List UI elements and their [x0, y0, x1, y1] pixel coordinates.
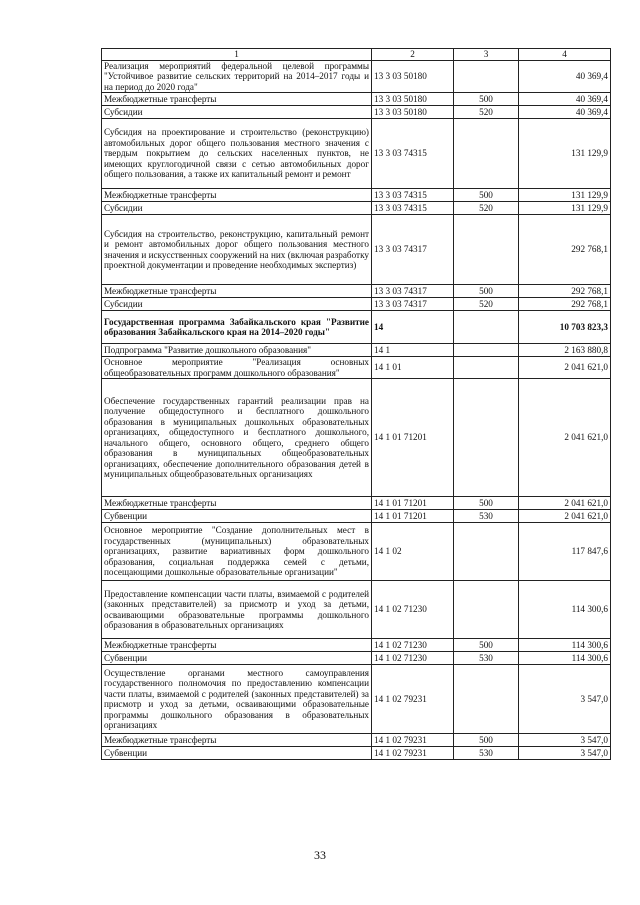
- row-amount-cell: 2 041 621,0: [519, 497, 611, 510]
- row-code-cell: 14: [372, 311, 454, 344]
- row-type-cell: 500: [454, 639, 519, 652]
- row-type-cell: [454, 311, 519, 344]
- table-row: [102, 734, 611, 747]
- row-amount-cell: 3 547,0: [519, 747, 611, 760]
- row-type-cell: [454, 119, 519, 189]
- table-row: [102, 747, 611, 760]
- row-code-cell: 13 3 03 74315: [372, 202, 454, 215]
- row-amount-cell: 114 300,6: [519, 652, 611, 665]
- row-type-cell: 520: [454, 298, 519, 311]
- row-code-cell: 14 1 02 79231: [372, 747, 454, 760]
- row-name-cell: Субсидии: [102, 298, 372, 311]
- table-row: [102, 379, 611, 497]
- row-name-cell: Субвенции: [102, 652, 372, 665]
- row-name-cell: Основное мероприятие "Реализация основных общеобразовательных программ дошкольного образования": [102, 357, 372, 379]
- row-amount-cell: 40 369,4: [519, 106, 611, 119]
- row-amount-cell: 40 369,4: [519, 93, 611, 106]
- row-code-cell: 13 3 03 74317: [372, 298, 454, 311]
- table-row: [102, 523, 611, 581]
- row-code-cell: 13 3 03 74315: [372, 119, 454, 189]
- row-code-cell: 14 1 02: [372, 523, 454, 581]
- row-code-cell: 14 1 01 71201: [372, 379, 454, 497]
- row-name-cell: Межбюджетные трансферты: [102, 189, 372, 202]
- row-amount-cell: 10 703 823,3: [519, 311, 611, 344]
- row-type-cell: 520: [454, 106, 519, 119]
- header-cell-1: 1: [102, 49, 372, 61]
- row-type-cell: 530: [454, 510, 519, 523]
- row-name-cell: Субвенции: [102, 510, 372, 523]
- row-amount-cell: 292 768,1: [519, 215, 611, 285]
- row-type-cell: [454, 581, 519, 639]
- table-row: [102, 639, 611, 652]
- row-amount-cell: 3 547,0: [519, 734, 611, 747]
- table-row: [102, 311, 611, 344]
- budget-table: [101, 48, 611, 760]
- row-code-cell: 14 1: [372, 344, 454, 357]
- table-row: [102, 581, 611, 639]
- row-type-cell: [454, 344, 519, 357]
- row-type-cell: [454, 665, 519, 734]
- row-type-cell: 500: [454, 189, 519, 202]
- row-type-cell: 500: [454, 734, 519, 747]
- row-name-cell: Субсидия на строительство, реконструкцию, капитальный ремонт и ремонт автомобильных дорог общего пользования местного значения и искусственных сооружений на них (включая разработку проектной документации и проведение необходимых экспертиз): [102, 215, 372, 285]
- row-type-cell: 530: [454, 652, 519, 665]
- row-name-cell: Субвенции: [102, 747, 372, 760]
- row-name-cell: Межбюджетные трансферты: [102, 93, 372, 106]
- row-amount-cell: 2 041 621,0: [519, 510, 611, 523]
- table-row: [102, 665, 611, 734]
- row-code-cell: 13 3 03 74317: [372, 215, 454, 285]
- row-code-cell: 14 1 01 71201: [372, 510, 454, 523]
- row-name-cell: Субсидии: [102, 202, 372, 215]
- row-type-cell: 500: [454, 285, 519, 298]
- table-header-row: [102, 49, 611, 61]
- row-name-cell: Обеспечение государственных гарантий реализации прав на получение общедоступного и бесплатного дошкольного образования в муниципальных дошкольных образовательных организациях, общедоступного и бесплатного дошкольного, начального общего, основного общего, среднего общего образования в муниципальных общеобразовательных организациях, обеспечение дополнительного образования детей в муниципальных общеобразовательных организациях: [102, 379, 372, 497]
- row-amount-cell: 3 547,0: [519, 665, 611, 734]
- table-row: [102, 93, 611, 106]
- row-code-cell: 14 1 01 71201: [372, 497, 454, 510]
- row-code-cell: 13 3 03 74317: [372, 285, 454, 298]
- table-row: [102, 298, 611, 311]
- table-row: [102, 202, 611, 215]
- row-amount-cell: 131 129,9: [519, 202, 611, 215]
- row-name-cell: Осуществление органами местного самоуправления государственного полномочия по предоставлению компенсации части платы, взимаемой с родителей (законных представителей) за присмотр и уход за детьми, осваивающими образовательные программы дошкольного образования в образовательных организациях: [102, 665, 372, 734]
- row-amount-cell: 114 300,6: [519, 581, 611, 639]
- header-cell-2: 2: [372, 49, 454, 61]
- row-type-cell: [454, 215, 519, 285]
- row-name-cell: Реализация мероприятий федеральной целевой программы "Устойчивое развитие сельских территорий на 2014–2017 годы и на период до 2020 года": [102, 60, 372, 93]
- row-amount-cell: 292 768,1: [519, 298, 611, 311]
- row-code-cell: 13 3 03 74315: [372, 189, 454, 202]
- row-code-cell: 14 1 01: [372, 357, 454, 379]
- row-code-cell: 14 1 02 71230: [372, 581, 454, 639]
- table-row: [102, 497, 611, 510]
- row-type-cell: 500: [454, 93, 519, 106]
- row-name-cell: Межбюджетные трансферты: [102, 639, 372, 652]
- row-type-cell: 520: [454, 202, 519, 215]
- table-row: [102, 652, 611, 665]
- row-code-cell: 13 3 03 50180: [372, 60, 454, 93]
- row-name-cell: Основное мероприятие "Создание дополнительных мест в государственных (муниципальных) образовательных организациях, развитие вариативных форм дошкольного образования, социальная поддержка семей с детьми, посещающими дошкольные образовательные организации": [102, 523, 372, 581]
- row-name-cell: Межбюджетные трансферты: [102, 285, 372, 298]
- table-row: [102, 106, 611, 119]
- table-row: [102, 344, 611, 357]
- row-type-cell: 500: [454, 497, 519, 510]
- row-name-cell: Субсидии: [102, 106, 372, 119]
- row-amount-cell: 2 041 621,0: [519, 357, 611, 379]
- table-row: [102, 189, 611, 202]
- row-name-cell: Государственная программа Забайкальского края "Развитие образования Забайкальского края на 2014–2020 годы": [102, 311, 372, 344]
- row-code-cell: 14 1 02 79231: [372, 734, 454, 747]
- row-type-cell: [454, 379, 519, 497]
- header-cell-4: 4: [519, 49, 611, 61]
- row-amount-cell: 117 847,6: [519, 523, 611, 581]
- table-row: [102, 60, 611, 93]
- row-name-cell: Подпрограмма "Развитие дошкольного образования": [102, 344, 372, 357]
- row-code-cell: 14 1 02 71230: [372, 652, 454, 665]
- row-name-cell: Субсидия на проектирование и строительство (реконструкцию) автомобильных дорог общего пользования местного значения с твердым покрытием до сельских населенных пунктов, не имеющих круглогодичной связи с сетью автомобильных дорог общего пользования, а также их капитальный ремонт и ремонт: [102, 119, 372, 189]
- table-row: [102, 285, 611, 298]
- row-name-cell: Предоставление компенсации части платы, взимаемой с родителей (законных представителей) за присмотр и уход за детьми, осваивающими образовательные программы дошкольного образования в образовательных организациях: [102, 581, 372, 639]
- header-cell-3: 3: [454, 49, 519, 61]
- row-amount-cell: 2 163 880,8: [519, 344, 611, 357]
- row-code-cell: 14 1 02 79231: [372, 665, 454, 734]
- row-amount-cell: 2 041 621,0: [519, 379, 611, 497]
- row-code-cell: 14 1 02 71230: [372, 639, 454, 652]
- row-type-cell: [454, 60, 519, 93]
- row-amount-cell: 131 129,9: [519, 189, 611, 202]
- row-amount-cell: 114 300,6: [519, 639, 611, 652]
- row-type-cell: 530: [454, 747, 519, 760]
- row-amount-cell: 131 129,9: [519, 119, 611, 189]
- page-number: 33: [314, 848, 326, 862]
- row-amount-cell: 292 768,1: [519, 285, 611, 298]
- row-code-cell: 13 3 03 50180: [372, 106, 454, 119]
- row-name-cell: Межбюджетные трансферты: [102, 734, 372, 747]
- table-row: [102, 510, 611, 523]
- table-row: [102, 215, 611, 285]
- row-type-cell: [454, 357, 519, 379]
- row-name-cell: Межбюджетные трансферты: [102, 497, 372, 510]
- row-code-cell: 13 3 03 50180: [372, 93, 454, 106]
- table-row: [102, 357, 611, 379]
- row-type-cell: [454, 523, 519, 581]
- row-amount-cell: 40 369,4: [519, 60, 611, 93]
- table-row: [102, 119, 611, 189]
